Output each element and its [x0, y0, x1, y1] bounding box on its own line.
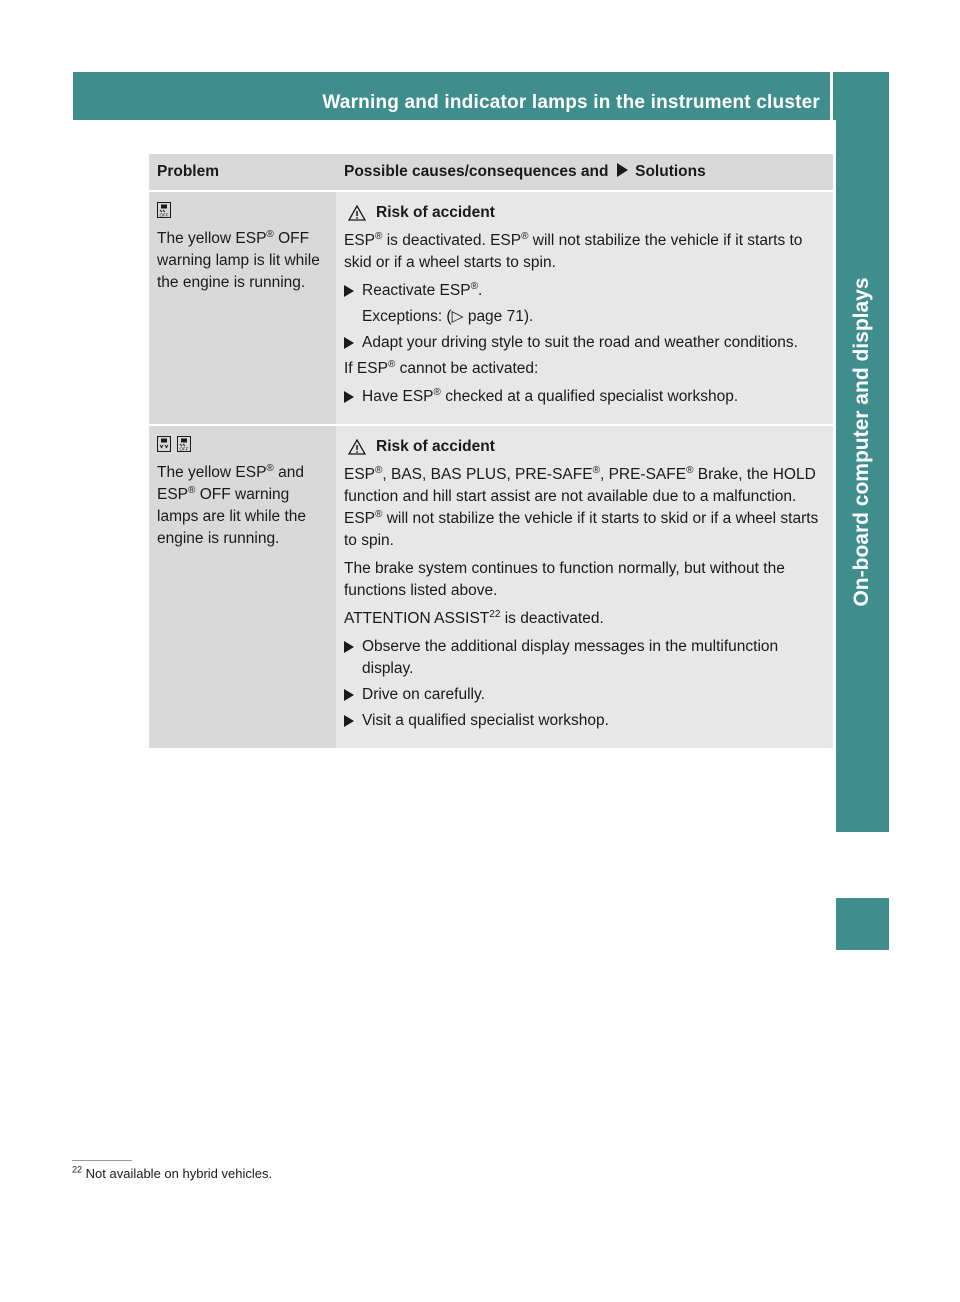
svg-text:OFF: OFF [159, 212, 169, 218]
warning-lamp-table [149, 154, 833, 748]
arrow-right-icon [616, 163, 628, 177]
instruction-step: Drive on carefully. [344, 684, 825, 706]
instruction-step: Observe the additional display messages in the multifunction display. [344, 636, 825, 680]
step-arrow-icon [344, 641, 354, 653]
chapter-marker [836, 898, 889, 950]
footnote-rule [72, 1160, 132, 1161]
problem-cell: OFF The yellow ESP® OFF warning lamp is lit while the engine is running. [149, 191, 336, 425]
paragraph: ATTENTION ASSIST$^{22}$ is deactivated. [344, 608, 604, 627]
column-header-problem: Problem [149, 154, 336, 191]
esp-lamp-icon [157, 436, 171, 452]
paragraph: ESP®, BAS, BAS PLUS, PRE-SAFE®, PRE-SAFE® Brake, the HOLD function and hill start assist are not available due to a malfunction. ESP® will not stabilize the vehicle if it starts to skid or if a wheel starts to spin. [344, 464, 819, 549]
paragraph: The brake system continues to function normally, but without the functions listed above. [344, 560, 785, 599]
table-row [149, 425, 833, 748]
warning-triangle-icon [348, 205, 366, 221]
step-arrow-icon [344, 285, 354, 297]
table-row [149, 191, 833, 425]
footnote: $^{22}$ Not available on hybrid vehicles. [72, 1164, 273, 1181]
svg-text:OFF: OFF [179, 446, 189, 452]
page-header [73, 72, 889, 120]
instruction-step: Visit a qualified specialist workshop. [344, 710, 825, 732]
step-arrow-icon [344, 337, 354, 349]
esp-off-lamp-icon [177, 436, 191, 452]
chapter-tab-label: On-board computer and displays [850, 277, 873, 607]
problem-cell: OFF The yellow ESP® and ESP® OFF warning lamps are lit while the engine is running. [149, 425, 336, 748]
chapter-tab [836, 72, 889, 832]
instruction-step: Have ESP® checked at a qualified specialist workshop. [344, 386, 825, 408]
instruction-step: Adapt your driving style to suit the road and weather conditions. [344, 332, 825, 354]
paragraph: If ESP® cannot be activated: [344, 358, 539, 377]
step-arrow-icon [344, 391, 354, 403]
instruction-step: Reactivate ESP®. [344, 280, 825, 302]
paragraph: ESP® is deactivated. ESP® will not stabilize the vehicle if it starts to skid or if a wheel starts to spin. [344, 230, 803, 271]
esp-off-lamp-icon [157, 202, 171, 218]
step-note: Exceptions: (▷ page 71). [362, 308, 534, 325]
warning-notice: Risk of accident [344, 436, 825, 458]
step-arrow-icon [344, 715, 354, 727]
solution-cell [336, 425, 833, 748]
section-title: Warning and indicator lamps in the instrument cluster [322, 92, 820, 113]
solution-cell [336, 191, 833, 425]
warning-triangle-icon [348, 439, 366, 455]
step-arrow-icon [344, 689, 354, 701]
column-header-solutions: Possible causes/consequences and Solutions [336, 154, 833, 191]
warning-notice: Risk of accident [344, 202, 825, 224]
